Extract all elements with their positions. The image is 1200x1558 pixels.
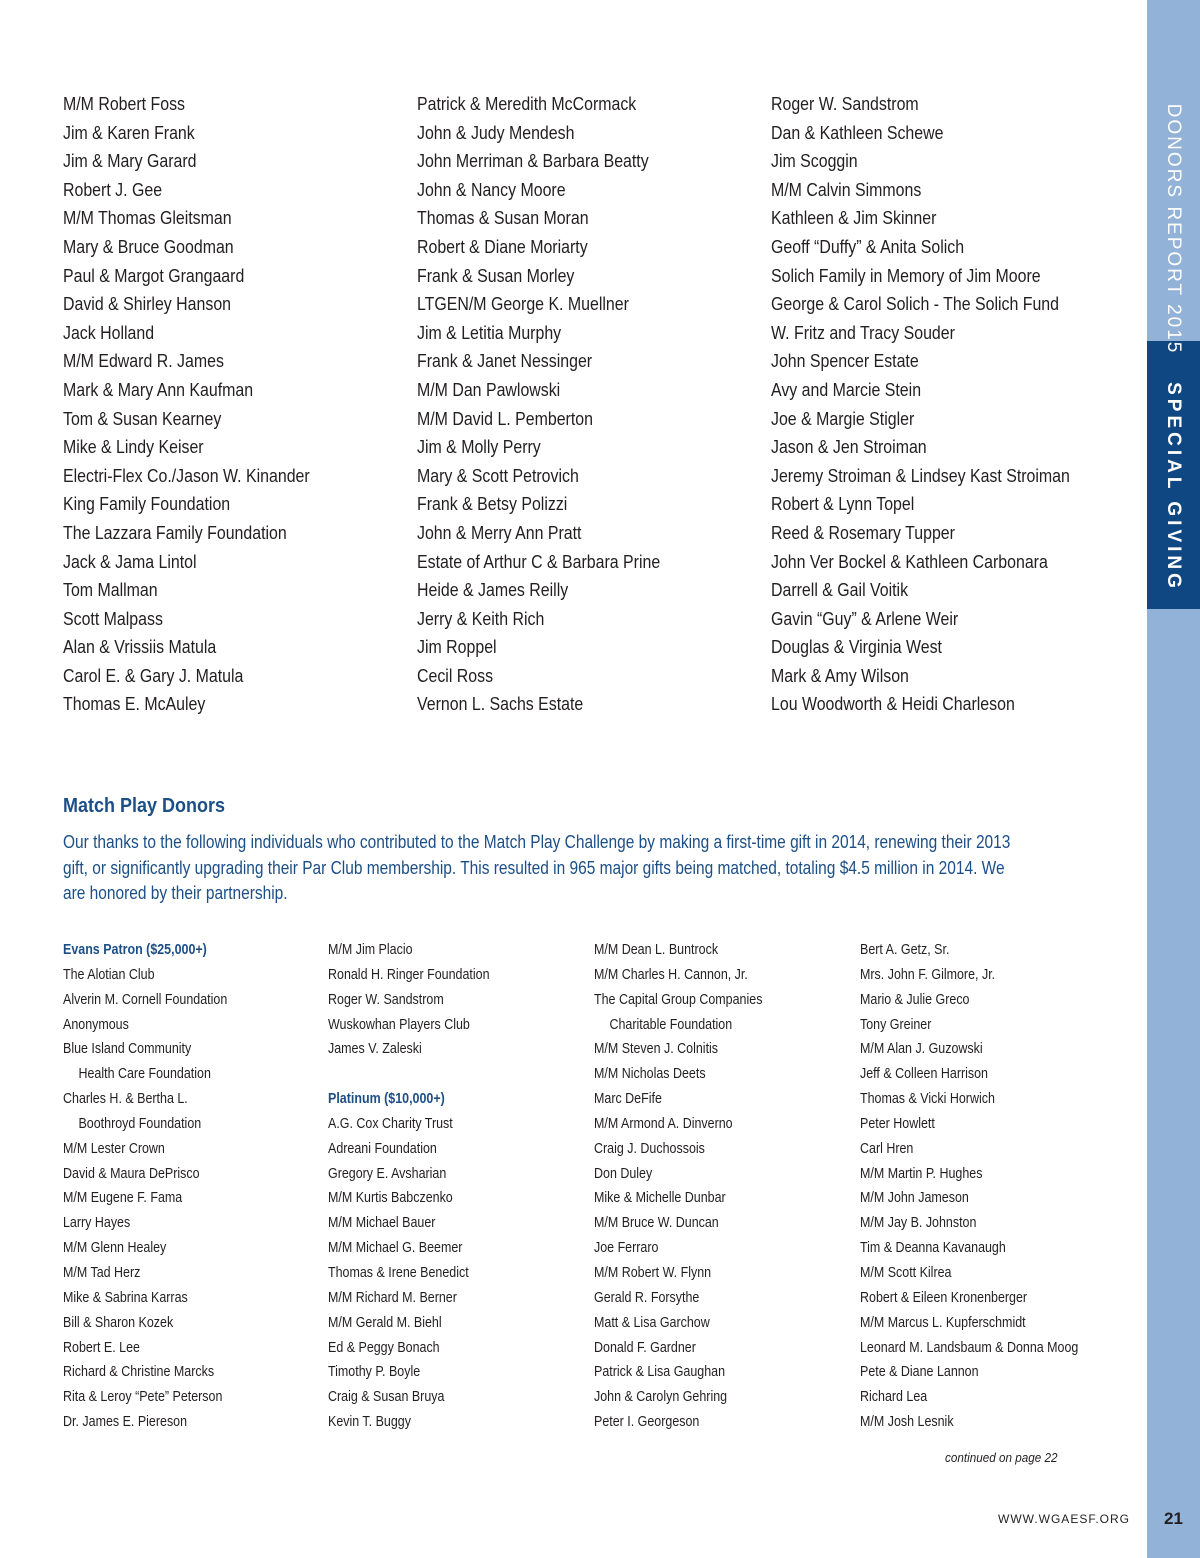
match-play-donor: Marc DeFife xyxy=(594,1091,662,1108)
donor-name: Frank & Janet Nessinger xyxy=(417,350,593,372)
match-play-donor: Alverin M. Cornell Foundation xyxy=(63,991,228,1008)
match-play-donor: Timothy P. Boyle xyxy=(328,1364,421,1381)
donor-name: M/M David L. Pemberton xyxy=(417,407,593,429)
match-play-donor: M/M Michael Bauer xyxy=(328,1215,436,1232)
footer-url: WWW.WGAESF.ORG xyxy=(998,1512,1130,1526)
donor-name: M/M Thomas Gleitsman xyxy=(63,207,232,229)
donor-name: Carol E. & Gary J. Matula xyxy=(63,664,244,686)
match-play-donor: M/M John Jameson xyxy=(860,1190,969,1207)
match-play-donor: Charles H. & Bertha L. xyxy=(63,1091,188,1108)
donor-name: Mark & Amy Wilson xyxy=(771,664,909,686)
donor-name: Mary & Scott Petrovich xyxy=(417,464,579,486)
match-play-heading: Match Play Donors xyxy=(63,795,226,817)
match-play-donor: Craig J. Duchossois xyxy=(594,1140,705,1157)
match-play-donor: Health Care Foundation xyxy=(78,1066,211,1083)
donor-name: LTGEN/M George K. Muellner xyxy=(417,293,629,315)
match-play-donor: M/M Tad Herz xyxy=(63,1264,141,1281)
donor-name: The Lazzara Family Foundation xyxy=(63,521,287,543)
match-play-donor: Thomas & Irene Benedict xyxy=(328,1264,469,1281)
donor-name: M/M Robert Foss xyxy=(63,93,185,114)
donor-name: Jeremy Stroiman & Lindsey Kast Stroiman xyxy=(771,464,1070,486)
match-play-donor: Larry Hayes xyxy=(63,1215,131,1232)
match-play-donor: Bert A. Getz, Sr. xyxy=(860,942,950,958)
donor-name: Estate of Arthur C & Barbara Prine xyxy=(417,550,661,572)
donor-name: Paul & Margot Grangaard xyxy=(63,264,245,286)
match-play-donor: Robert & Eileen Kronenberger xyxy=(860,1289,1028,1306)
donor-name: Vernon L. Sachs Estate xyxy=(417,693,584,715)
match-play-donor: M/M Robert W. Flynn xyxy=(594,1264,712,1281)
match-play-donor: Tim & Deanna Kavanaugh xyxy=(860,1240,1006,1257)
match-play-donor: Blue Island Community xyxy=(63,1041,192,1058)
donor-name: David & Shirley Hanson xyxy=(63,293,232,315)
donor-name: King Family Foundation xyxy=(63,493,231,515)
donor-name: John & Nancy Moore xyxy=(417,178,566,200)
match-play-donor: Wuskowhan Players Club xyxy=(328,1016,470,1033)
donor-name: John Ver Bockel & Kathleen Carbonara xyxy=(771,550,1048,572)
match-play-donor: M/M Armond A. Dinverno xyxy=(594,1115,733,1132)
donor-name: Jack & Jama Lintol xyxy=(63,550,197,572)
match-play-intro: Our thanks to the following individuals who contributed to the Match Play Challenge by making a first-time gift in 2014, renewing their 2013 gift, or significantly upgrading their Par Club membership. This resulted in 965 major gifts being matched, totaling $4.5 million in 2014. We are honored by their partnership. xyxy=(63,832,1011,904)
page-number: 21 xyxy=(1164,1509,1183,1528)
match-play-donor: Dr. James E. Piereson xyxy=(63,1414,188,1431)
match-play-donor: John & Carolyn Gehring xyxy=(594,1389,728,1406)
side-tab-report-title: DONORS REPORT 2015 xyxy=(1163,103,1184,355)
donor-name: Avy and Marcie Stein xyxy=(771,378,922,400)
match-play-donor: The Alotian Club xyxy=(63,966,155,983)
donor-name: Heide & James Reilly xyxy=(417,579,569,601)
donor-name: Jason & Jen Stroiman xyxy=(771,436,927,458)
donor-name: Jim & Mary Garard xyxy=(63,150,197,172)
donor-name: M/M Edward R. James xyxy=(63,350,224,372)
spacer xyxy=(328,1062,490,1087)
match-play-donor: M/M Scott Kilrea xyxy=(860,1264,952,1281)
match-play-donor: M/M Kurtis Babczenko xyxy=(328,1190,453,1207)
match-play-donor: Richard & Christine Marcks xyxy=(63,1364,215,1381)
match-play-donor: Gregory E. Avsharian xyxy=(328,1165,447,1182)
giving-level-heading: Platinum ($10,000+) xyxy=(328,1091,445,1108)
donor-name: Reed & Rosemary Tupper xyxy=(771,521,955,543)
match-play-donor: Mario & Julie Greco xyxy=(860,991,970,1008)
donor-name: Cecil Ross xyxy=(417,664,494,686)
match-play-donor: M/M Michael G. Beemer xyxy=(328,1240,463,1257)
donor-name: Dan & Kathleen Schewe xyxy=(771,121,944,143)
donor-name: Jim & Letitia Murphy xyxy=(417,321,562,343)
match-play-donor: M/M Josh Lesnik xyxy=(860,1414,954,1431)
match-play-donor: A.G. Cox Charity Trust xyxy=(328,1115,453,1132)
match-play-donor: Thomas & Vicki Horwich xyxy=(860,1091,995,1108)
donor-name: Mark & Mary Ann Kaufman xyxy=(63,378,254,400)
donor-name: Joe & Margie Stigler xyxy=(771,407,915,429)
match-play-donor: Craig & Susan Bruya xyxy=(328,1389,445,1406)
donor-name: Geoff “Duffy” & Anita Solich xyxy=(771,235,965,257)
match-play-donor: M/M Martin P. Hughes xyxy=(860,1165,983,1182)
match-play-donor: Mike & Michelle Dunbar xyxy=(594,1190,726,1207)
match-play-donor: M/M Gerald M. Biehl xyxy=(328,1314,442,1331)
match-play-donor: M/M Bruce W. Duncan xyxy=(594,1215,719,1232)
match-play-donor: Ed & Peggy Bonach xyxy=(328,1339,440,1356)
match-play-column-3 xyxy=(594,938,790,1435)
match-play-donor: Rita & Leroy “Pete” Peterson xyxy=(63,1389,223,1406)
donor-name: Jerry & Keith Rich xyxy=(417,607,545,629)
donor-name: Mike & Lindy Keiser xyxy=(63,436,204,458)
donor-name: Jim & Molly Perry xyxy=(417,436,541,458)
donor-name: Jim Roppel xyxy=(417,636,497,658)
match-play-donor: Ronald H. Ringer Foundation xyxy=(328,966,490,983)
match-play-donor: Joe Ferraro xyxy=(594,1240,659,1257)
match-play-donor: Kevin T. Buggy xyxy=(328,1414,411,1431)
match-play-donor: M/M Nicholas Deets xyxy=(594,1066,706,1083)
donor-name: John & Judy Mendesh xyxy=(417,121,575,143)
donor-name: Solich Family in Memory of Jim Moore xyxy=(771,264,1041,286)
donor-name: Frank & Betsy Polizzi xyxy=(417,493,568,515)
match-play-donor: Tony Greiner xyxy=(860,1016,932,1033)
donor-name: John & Merry Ann Pratt xyxy=(417,521,582,543)
donor-name: John Spencer Estate xyxy=(771,350,919,372)
match-play-donor: Peter Howlett xyxy=(860,1115,935,1132)
match-play-donor: The Capital Group Companies xyxy=(594,991,763,1008)
donor-name: Robert J. Gee xyxy=(63,178,163,200)
match-play-donor: Mike & Sabrina Karras xyxy=(63,1289,188,1306)
donor-name: John Merriman & Barbara Beatty xyxy=(417,150,649,172)
match-play-donor: Anonymous xyxy=(63,1016,129,1033)
match-play-donor: Robert E. Lee xyxy=(63,1339,140,1356)
donor-name: Darrell & Gail Voitik xyxy=(771,579,909,601)
donor-name: Robert & Diane Moriarty xyxy=(417,235,588,257)
match-play-donor: James V. Zaleski xyxy=(328,1041,422,1058)
donor-name: Tom Mallman xyxy=(63,579,158,601)
donor-name: Jim Scoggin xyxy=(771,150,858,172)
continued-note: continued on page 22 xyxy=(945,1450,1058,1465)
match-play-donor: Bill & Sharon Kozek xyxy=(63,1314,174,1331)
match-play-donor: M/M Jay B. Johnston xyxy=(860,1215,977,1232)
match-play-donor: Roger W. Sandstrom xyxy=(328,991,444,1008)
donor-name: Kathleen & Jim Skinner xyxy=(771,207,937,229)
donor-name: Lou Woodworth & Heidi Charleson xyxy=(771,693,1015,715)
match-play-donor: Jeff & Colleen Harrison xyxy=(860,1066,989,1083)
donor-name: W. Fritz and Tracy Souder xyxy=(771,321,955,343)
match-play-donor: M/M Richard M. Berner xyxy=(328,1289,457,1306)
donor-name: Frank & Susan Morley xyxy=(417,264,575,286)
donor-name: M/M Dan Pawlowski xyxy=(417,378,561,400)
match-play-donor: M/M Lester Crown xyxy=(63,1140,165,1157)
side-tab-section-title: SPECIAL GIVING xyxy=(1163,382,1184,592)
match-play-donor: M/M Dean L. Buntrock xyxy=(594,942,719,958)
donor-name: Tom & Susan Kearney xyxy=(63,407,222,429)
match-play-donor: David & Maura DePrisco xyxy=(63,1165,200,1182)
donor-name: Robert & Lynn Topel xyxy=(771,493,915,515)
donor-column-3 xyxy=(771,90,1119,719)
donor-name: Roger W. Sandstrom xyxy=(771,93,919,114)
match-play-donor: M/M Eugene F. Fama xyxy=(63,1190,183,1207)
match-play-donor: M/M Glenn Healey xyxy=(63,1240,167,1257)
donor-name: Jim & Karen Frank xyxy=(63,121,195,143)
donor-name: Douglas & Virginia West xyxy=(771,636,942,658)
donor-name: Alan & Vrissiis Matula xyxy=(63,636,217,658)
match-play-donor: Pete & Diane Lannon xyxy=(860,1364,979,1381)
match-play-column-1 xyxy=(63,938,254,1435)
match-play-donor: M/M Charles H. Cannon, Jr. xyxy=(594,966,748,983)
match-play-donor: Leonard M. Landsbaum & Donna Moog xyxy=(860,1339,1079,1356)
match-play-column-2 xyxy=(328,938,516,1435)
match-play-column-4 xyxy=(860,938,1114,1435)
donor-name: Thomas E. McAuley xyxy=(63,693,206,715)
match-play-donor: Carl Hren xyxy=(860,1140,914,1157)
match-play-donor: Matt & Lisa Garchow xyxy=(594,1314,710,1331)
match-play-donor: Boothroyd Foundation xyxy=(78,1115,202,1132)
match-play-donor: Gerald R. Forsythe xyxy=(594,1289,700,1306)
donor-name: Thomas & Susan Moran xyxy=(417,207,589,229)
match-play-donor: Patrick & Lisa Gaughan xyxy=(594,1364,726,1381)
match-play-donor: Peter I. Georgeson xyxy=(594,1414,700,1431)
match-play-donor: Adreani Foundation xyxy=(328,1140,437,1157)
donor-name: Scott Malpass xyxy=(63,607,163,629)
donor-column-2 xyxy=(417,90,700,719)
match-play-donor: Richard Lea xyxy=(860,1389,928,1406)
match-play-donor: Charitable Foundation xyxy=(609,1016,733,1033)
match-play-donor: M/M Alan J. Guzowski xyxy=(860,1041,983,1058)
donor-name: Gavin “Guy” & Arlene Weir xyxy=(771,607,959,629)
donor-name: M/M Calvin Simmons xyxy=(771,178,922,200)
donor-name: George & Carol Solich - The Solich Fund xyxy=(771,293,1060,315)
donor-name: Electri-Flex Co./Jason W. Kinander xyxy=(63,464,310,486)
donor-column-1 xyxy=(63,90,350,719)
donor-name: Jack Holland xyxy=(63,321,155,343)
match-play-donor: M/M Jim Placio xyxy=(328,942,413,958)
match-play-donor: Donald F. Gardner xyxy=(594,1339,696,1356)
donor-name: Mary & Bruce Goodman xyxy=(63,235,234,257)
match-play-donor: Don Duley xyxy=(594,1165,653,1182)
donor-name: Patrick & Meredith McCormack xyxy=(417,93,637,114)
match-play-donor: M/M Marcus L. Kupferschmidt xyxy=(860,1314,1026,1331)
giving-level-heading: Evans Patron ($25,000+) xyxy=(63,942,207,958)
match-play-donor: Mrs. John F. Gilmore, Jr. xyxy=(860,966,996,983)
match-play-donor: M/M Steven J. Colnitis xyxy=(594,1041,719,1058)
